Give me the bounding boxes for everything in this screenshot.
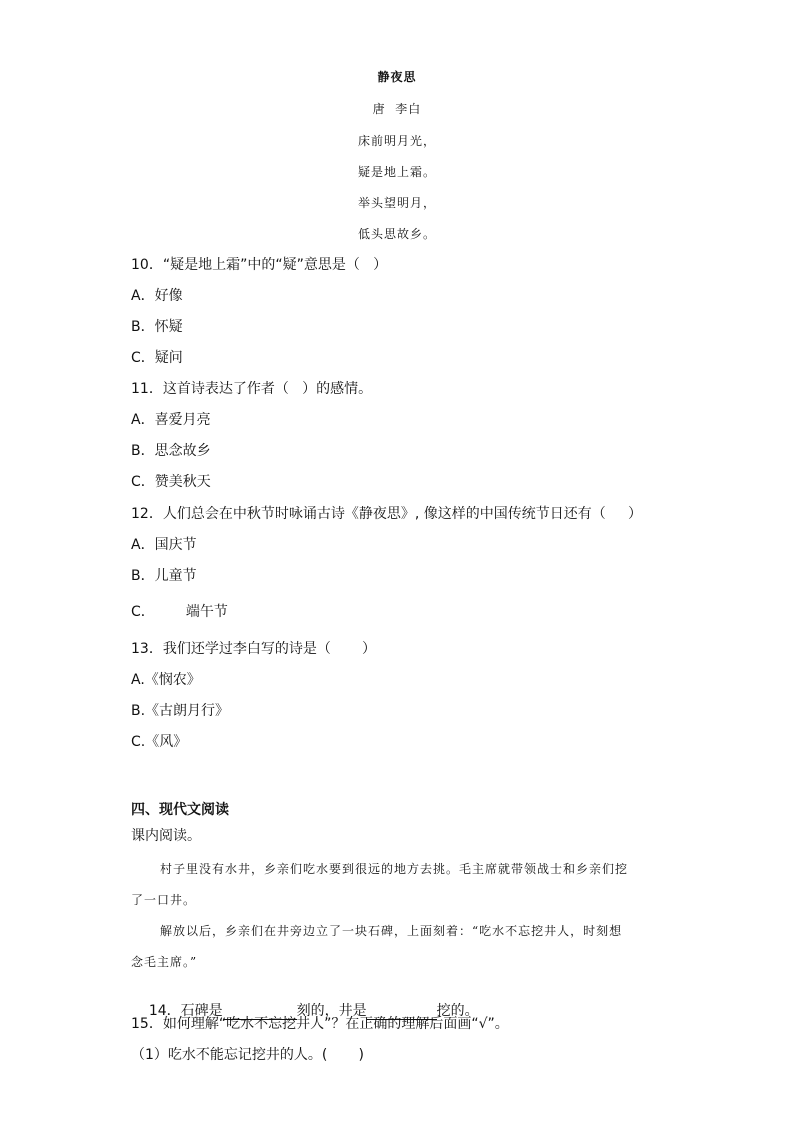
passage-p1-line-1: 村子里没有水井，乡亲们吃水要到很远的地方去挑。毛主席就带领战士和乡亲们挖	[160, 862, 629, 876]
question-14-part-2: 刻的，井是	[296, 1003, 367, 1019]
question-15-stem: 15．如何理解“吃水不忘挖井人”？在正确的理解后面画“√”。	[131, 1016, 509, 1032]
question-11-option-c: C．赞美秋天	[131, 474, 211, 490]
question-13-option-c: C.《风》	[131, 734, 188, 750]
question-12-stem: 12．人们总会在中秋节时咏诵古诗《静夜思》, 像这样的中国传统节日还有（ ）	[131, 506, 642, 522]
question-11-option-b: B．思念故乡	[131, 443, 211, 459]
section-4-subheading: 课内阅读。	[131, 828, 201, 844]
question-15-item-1: （1）吃水不能忘记挖井的人。( )	[131, 1047, 364, 1063]
question-12-option-a: A．国庆节	[131, 537, 197, 553]
poem-title: 静夜思	[377, 70, 417, 84]
question-10-option-b: B．怀疑	[131, 319, 183, 335]
question-13-option-a: A.《悯农》	[131, 672, 201, 688]
poem-line-3: 举头望明月，	[357, 196, 436, 210]
question-13-stem: 13．我们还学过李白写的诗是（ ）	[131, 641, 376, 657]
question-12-option-c: C． 端午节	[131, 604, 228, 620]
question-14-part-3: 挖的。	[436, 1003, 479, 1019]
question-12-option-b: B．儿童节	[131, 568, 197, 584]
section-4-heading: 四、现代文阅读	[131, 802, 229, 818]
poem-line-1: 床前明月光，	[357, 134, 436, 148]
poem-line-4: 低头思故乡。	[357, 227, 436, 241]
question-10-option-a: A．好像	[131, 288, 183, 304]
question-11-stem: 11．这首诗表达了作者（ ）的感情。	[131, 381, 373, 397]
passage-p2-line-1: 解放以后，乡亲们在井旁边立了一块石碑，上面刻着：“吃水不忘挖井人，时刻想	[160, 924, 623, 938]
poem-author: 唐 李白	[372, 102, 422, 116]
question-11-option-a: A．喜爱月亮	[131, 412, 211, 428]
question-10-option-c: C．疑问	[131, 350, 183, 366]
poem-line-2: 疑是地上霜。	[357, 165, 436, 179]
question-14-part-1: 14．石碑是	[148, 1003, 223, 1019]
passage-p1-line-2: 了一口井。	[131, 893, 197, 907]
question-10-stem: 10．“疑是地上霜”中的“疑”意思是（ ）	[131, 257, 388, 273]
passage-p2-line-2: 念毛主席。”	[131, 955, 198, 969]
question-13-option-b: B.《古朗月行》	[131, 703, 230, 719]
